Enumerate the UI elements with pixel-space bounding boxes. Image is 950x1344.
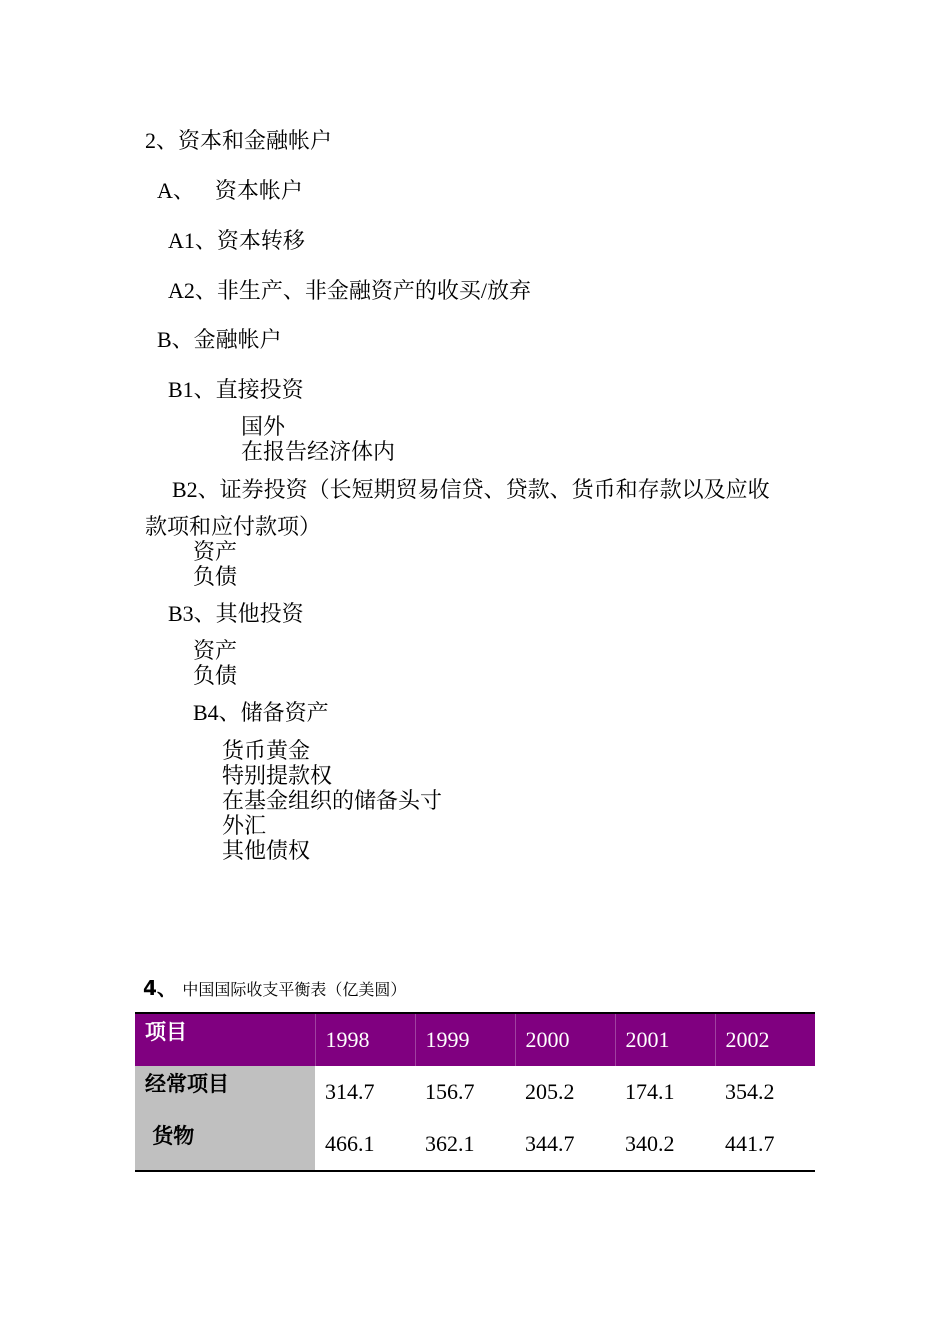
value-cell: 156.7 (415, 1066, 515, 1118)
header-label-cell: 项目 (135, 1013, 315, 1066)
outline-b1-item: 国外 (241, 414, 286, 439)
outline-b: B、金融帐户 (157, 327, 282, 352)
table-row (135, 1066, 815, 1118)
value-cell: 344.7 (515, 1118, 615, 1171)
outline-b4-item: 货币黄金 (222, 738, 311, 763)
table-number: 4、 (143, 976, 177, 1000)
value-cell: 174.1 (615, 1066, 715, 1118)
outline-b3-item: 资产 (193, 638, 238, 663)
table-row (135, 1118, 815, 1171)
table-caption: 中国国际收支平衡表（亿美圆） (182, 982, 407, 999)
outline-a (157, 178, 303, 203)
value-cell: 441.7 (715, 1118, 815, 1171)
outline-b4-item: 在基金组织的储备头寸 (222, 788, 443, 813)
year-header: 2001 (615, 1013, 715, 1066)
outline-b1: B1、直接投资 (168, 377, 304, 402)
outline-b4-item: 特别提款权 (222, 763, 333, 788)
outline-a-title: 资本帐户 (214, 178, 303, 203)
balance-of-payments-table (135, 1012, 815, 1172)
value-cell: 466.1 (315, 1118, 415, 1171)
value-cell: 362.1 (415, 1118, 515, 1171)
outline-b4-item: 其他债权 (222, 838, 311, 863)
table-heading (143, 975, 406, 1003)
outline-a2: A2、非生产、非金融资产的收买/放弃 (168, 278, 532, 303)
outline-b4-item: 外汇 (222, 813, 267, 838)
value-cell: 205.2 (515, 1066, 615, 1118)
value-cell: 314.7 (315, 1066, 415, 1118)
outline-b1-item: 在报告经济体内 (241, 439, 396, 464)
outline-b3: B3、其他投资 (168, 601, 304, 626)
outline-b3-item: 负债 (193, 663, 238, 688)
year-header: 1998 (315, 1013, 415, 1066)
year-header: 2002 (715, 1013, 815, 1066)
outline-a-label: A、 (157, 178, 195, 203)
year-header: 2000 (515, 1013, 615, 1066)
row-label: 货物 (135, 1118, 315, 1171)
outline-a1: A1、资本转移 (168, 228, 305, 253)
value-cell: 340.2 (615, 1118, 715, 1171)
row-label: 经常项目 (135, 1066, 315, 1118)
outline-b2-item: 负债 (193, 564, 238, 589)
outline-b2-line1: B2、证券投资（长短期贸易信贷、贷款、货币和存款以及应收 (172, 477, 770, 502)
year-header: 1999 (415, 1013, 515, 1066)
outline-b2-item: 资产 (193, 539, 238, 564)
outline-b4: B4、储备资产 (193, 700, 329, 725)
outline-b2-line2: 款项和应付款项） (145, 514, 322, 539)
table-header-row (135, 1013, 815, 1066)
value-cell: 354.2 (715, 1066, 815, 1118)
section-title: 2、资本和金融帐户 (145, 128, 333, 153)
